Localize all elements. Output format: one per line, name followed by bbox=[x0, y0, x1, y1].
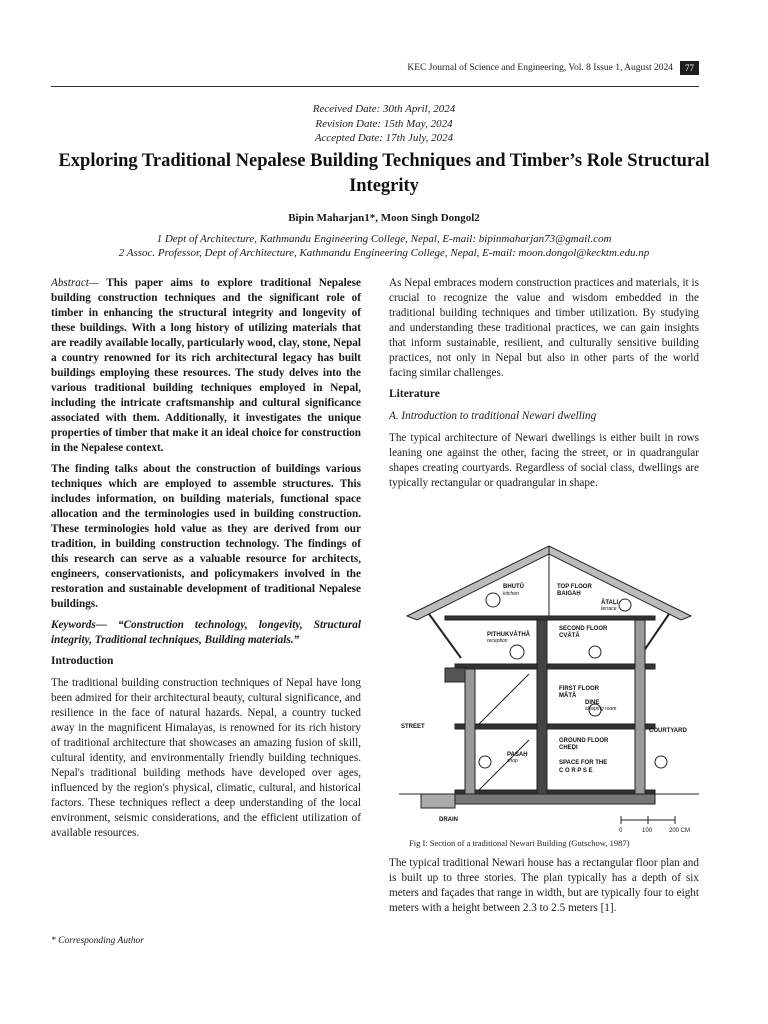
label-second-floor: SECOND FLOOR bbox=[559, 626, 608, 632]
label-dine: DINE bbox=[585, 700, 600, 706]
scale-label-0: 0 bbox=[619, 828, 623, 834]
header-rule bbox=[51, 86, 699, 87]
keywords-label: Keywords— bbox=[51, 619, 107, 631]
label-atali: ĀTAḶI bbox=[601, 600, 619, 606]
staircase-first bbox=[479, 674, 529, 724]
literature-heading: Literature bbox=[389, 388, 440, 400]
label-bhutu: BHUTŪ bbox=[503, 584, 524, 590]
page-number: 77 bbox=[680, 61, 699, 75]
figure-courtyard bbox=[655, 756, 667, 768]
newari-subheading: A. Introduction to traditional Newari dwelling bbox=[389, 410, 597, 422]
affiliation-1: 1 Dept of Architecture, Kathmandu Engineering College, Nepal, E-mail: bipinmaharjan73@gmail.com bbox=[156, 233, 612, 245]
central-wall bbox=[537, 620, 547, 794]
right-column bbox=[389, 276, 699, 497]
corresponding-author-footnote: * Corresponding Author bbox=[51, 936, 144, 946]
label-dine-sub: sleeping room bbox=[585, 706, 617, 712]
staircase-ground bbox=[479, 740, 529, 790]
received-date: Received Date: 30th April, 2024 bbox=[312, 103, 456, 115]
newari-building-section-figure bbox=[399, 540, 699, 836]
figure-second-floor bbox=[589, 646, 601, 658]
window-lintel-left bbox=[445, 668, 467, 682]
back-wall bbox=[635, 620, 645, 794]
running-header bbox=[51, 60, 699, 80]
label-street: STREET bbox=[401, 724, 425, 730]
pot-kitchen bbox=[486, 593, 500, 607]
label-bhutu-sub: kitchen bbox=[503, 591, 519, 597]
abstract bbox=[51, 276, 361, 456]
label-ground-floor: GROUND FLOOR bbox=[559, 738, 609, 744]
scale-label-200: 200 CM bbox=[669, 828, 691, 834]
label-pithukvatha: PITHUKVĀTHĀ bbox=[487, 632, 530, 638]
right-column-bottom bbox=[389, 856, 699, 916]
ground-floor-slab bbox=[455, 790, 655, 794]
left-column bbox=[51, 276, 361, 847]
second-floor-slab bbox=[455, 664, 655, 669]
label-top-floor: TOP FLOOR bbox=[557, 584, 592, 590]
abstract-label: Abstract— bbox=[51, 277, 99, 289]
introduction-text: The traditional building construction techniques of Nepal have long been admired for their architectural beauty, cultural significance, and resilience in the face of natural hazards. Nepal, a country tucked away in the magnificent Himalayas, is renowned for its rich history of traditional architecture that showcases an amazing fusion of skill, cultural identity, and environmentally friendly building techniques. Nepal's traditional building methods have developed over ages, influenced by the region's physical, climatic, cultural, and historical factors. These techniques reflect a deep understanding of the local environment, seismic considerations, and the efficient utilization of available resources. bbox=[51, 677, 361, 839]
keywords bbox=[51, 618, 361, 648]
revision-date: Revision Date: 15th May, 2024 bbox=[315, 117, 453, 130]
first-floor-slab bbox=[455, 724, 655, 729]
label-atali-sub: terrace bbox=[601, 606, 617, 612]
label-courtyard: COURTYARD bbox=[649, 728, 687, 734]
paper-title: Exploring Traditional Nepalese Building Techniques and Timber’s Role Structural Integrity bbox=[58, 151, 710, 196]
figure-shop bbox=[479, 756, 491, 768]
label-baigah: BAIGAḤ bbox=[557, 591, 581, 597]
affiliations bbox=[0, 232, 768, 260]
top-floor-slab bbox=[445, 616, 655, 620]
pot-second-floor bbox=[510, 645, 524, 659]
label-corpse: C O R P S E bbox=[559, 768, 593, 774]
journal-title: KEC Journal of Science and Engineering, Vol. 8 Issue 1, August 2024 bbox=[407, 63, 673, 73]
label-chedi: CHEḌI bbox=[559, 745, 578, 751]
label-drain: DRAIN bbox=[439, 817, 458, 823]
scale-label-100: 100 bbox=[642, 828, 653, 834]
drain bbox=[421, 794, 455, 808]
figure-top-floor bbox=[619, 599, 631, 611]
submission-dates bbox=[0, 102, 768, 146]
accepted-date: Accepted Date: 17th July, 2024 bbox=[314, 132, 454, 144]
label-mata: MĀTĀ bbox=[559, 693, 577, 699]
right-paragraph-3: The typical traditional Newari house has a rectangular floor plan and is built up to three stories. The plan typically has a depth of six meters and façades that range in width, but are typically four to eight meters with a height between 2.3 to 2.5 meters [1]. bbox=[389, 857, 699, 914]
abstract-paragraph-2: The finding talks about the construction of buildings various techniques which are employed to assemble structures. This includes information, on building materials, functional space allocation and the terminologies used in building construction. These terminologies hold value as they are derived from our tradition, in building construction technology. The findings of this research can serve as a valuable resource for architects, engineers, conservationists, and policymakers involved in the restoration and sustainable development of traditional Nepalese buildings. bbox=[51, 463, 361, 610]
keywords-text: “Construction technology, longevity, Structural integrity, Traditional techniques, Building materials.” bbox=[51, 619, 361, 646]
author-list: Bipin Maharjan1*, Moon Singh Dongol2 bbox=[288, 212, 480, 224]
right-paragraph-2: The typical architecture of Newari dwellings is either built in rows leaning one against the other, facing the street, or in quadrangular shapes creating courtyards. Regardless of social class, dwellings are typically rectangular or quadrangular in shape. bbox=[389, 432, 699, 489]
building-section-drawing bbox=[399, 540, 699, 836]
foundation bbox=[455, 794, 655, 804]
label-pithukvatha-sub: reception bbox=[487, 638, 508, 644]
label-space-for-the: SPACE FOR THE bbox=[559, 760, 608, 766]
front-wall bbox=[465, 669, 475, 794]
abstract-text: This paper aims to explore traditional Nepalese building construction techniques and the significant role of timber in enhancing the structural integrity and longevity of these buildings. With a long history of utilizing materials that are readily available locally, particularly wood, clay, stone, Nepal a country renowned for its rich architectural legacy has built buildings employing these resources. The study delves into the various traditional building techniques employed in Nepal, including the intricate craftsmanship and cultural significance associated with them. Additionally, it investigates the unique properties of timber that make it an ideal choice for construction in the Nepalese context. bbox=[51, 277, 361, 454]
label-pasah: PASAḤ bbox=[507, 752, 528, 758]
roof-strut-left bbox=[429, 614, 461, 658]
label-first-floor: FIRST FLOOR bbox=[559, 686, 599, 692]
figure-caption: Fig I: Section of a traditional Newari Building (Gutschow, 1987) bbox=[409, 838, 630, 848]
affiliation-2: 2 Assoc. Professor, Dept of Architecture, Kathmandu Engineering College, Nepal, E-mail: moon.dongol@kecktm.edu.np bbox=[118, 247, 650, 259]
label-pasah-sub: shop bbox=[507, 758, 518, 764]
label-cvata: CVĀTĀ bbox=[559, 633, 580, 639]
right-paragraph-1: As Nepal embraces modern construction practices and materials, it is crucial to recognize the value and wisdom embedded in the traditional building techniques and timber utilization. By studying and understanding these traditional practices, we can gain insights that inform sustainable, resilient, and culturally sensitive building practices, not only in Nepal but also in other parts of the world facing similar challenges. bbox=[389, 277, 699, 379]
introduction-heading: Introduction bbox=[51, 655, 114, 667]
